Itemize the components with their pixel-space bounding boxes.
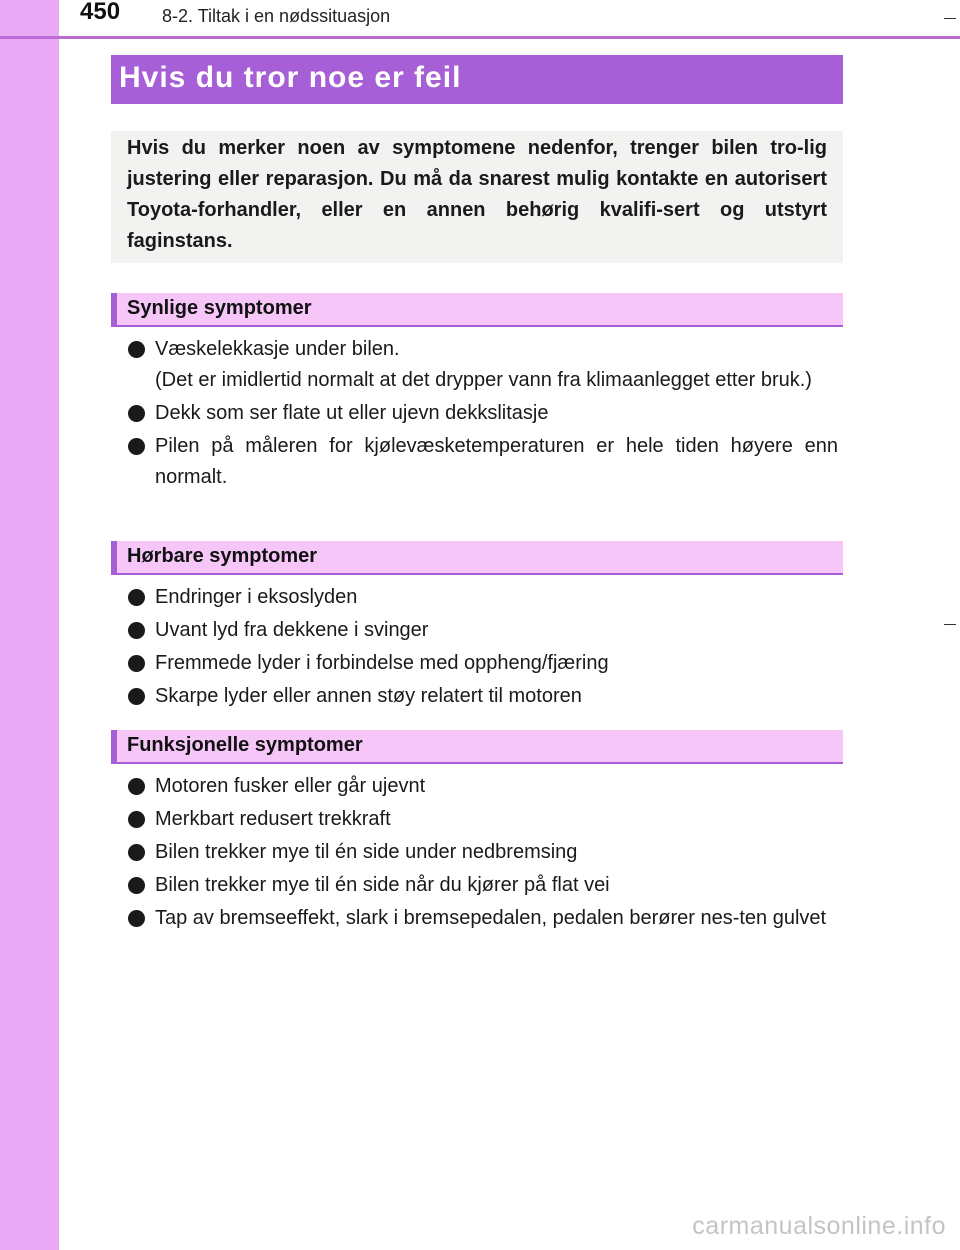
item-text: Merkbart redusert trekkraft: [155, 808, 391, 830]
item-text: Bilen trekker mye til én side når du kjører på flat vei: [155, 874, 610, 896]
item-note: (Det er imidlertid normalt at det drypper vann fra klimaanlegget etter bruk.): [155, 369, 812, 391]
subhead-label: Synlige symptomer: [127, 297, 312, 319]
list-item: [128, 681, 838, 712]
crop-mark: [944, 18, 956, 19]
section-title: Hvis du tror noe er feil: [119, 61, 462, 94]
watermark: carmanualsonline.info: [692, 1212, 946, 1240]
subhead-audible-symptoms: [111, 541, 843, 575]
subhead-functional-symptoms: [111, 730, 843, 764]
list-item: [128, 771, 838, 802]
item-text: Bilen trekker mye til én side under nedbremsing: [155, 841, 578, 863]
chapter-title: 8-2. Tiltak i en nødssituasjon: [162, 6, 391, 26]
item-text: Skarpe lyder eller annen støy relatert til motoren: [155, 685, 582, 707]
intro-text: Hvis du merker noen av symptomene nedenfor, trenger bilen tro-lig justering eller reparasjon. Du må da snarest mulig kontakte en autorisert Toyota-forhandler, eller en annen behørig kvalifi-sert og utstyrt faginstans.: [127, 137, 827, 252]
item-text: Tap av bremseeffekt, slark i bremsepedalen, pedalen berører nes-ten gulvet: [155, 907, 827, 929]
list-item: [128, 431, 838, 493]
bullet-icon: [128, 688, 145, 705]
intro-box: [111, 131, 843, 263]
list-item: [128, 582, 838, 613]
bullet-icon: [128, 438, 145, 455]
bullet-icon: [128, 405, 145, 422]
list-item: [128, 334, 838, 396]
subhead-label: Funksjonelle symptomer: [127, 734, 363, 756]
bullet-icon: [128, 811, 145, 828]
functional-symptoms-list: [128, 771, 838, 936]
crop-mark: [944, 624, 956, 625]
bullet-icon: [128, 655, 145, 672]
list-item: [128, 804, 838, 835]
item-text: Uvant lyd fra dekkene i svinger: [155, 619, 429, 641]
page-number: 450: [80, 0, 121, 25]
list-item: [128, 837, 838, 868]
header-rule: [0, 36, 960, 39]
bullet-icon: [128, 341, 145, 358]
subhead-label: Hørbare symptomer: [127, 545, 318, 567]
bullet-icon: [128, 622, 145, 639]
bullet-icon: [128, 910, 145, 927]
item-text: Motoren fusker eller går ujevnt: [155, 775, 426, 797]
list-item: [128, 903, 838, 934]
item-text: Dekk som ser flate ut eller ujevn dekkslitasje: [155, 402, 549, 424]
page-side-band: [0, 0, 59, 1250]
list-item: [128, 398, 838, 429]
item-text: Væskelekkasje under bilen.: [155, 338, 400, 360]
bullet-icon: [128, 778, 145, 795]
item-text: Fremmede lyder i forbindelse med oppheng/fjæring: [155, 652, 609, 674]
list-item: [128, 870, 838, 901]
subhead-visible-symptoms: [111, 293, 843, 327]
list-item: [128, 615, 838, 646]
bullet-icon: [128, 589, 145, 606]
item-text: Pilen på måleren for kjølevæsketemperaturen er hele tiden høyere enn normalt.: [155, 435, 838, 488]
section-title-bar: [111, 55, 843, 104]
audible-symptoms-list: [128, 582, 838, 714]
list-item: [128, 648, 838, 679]
item-text: Endringer i eksoslyden: [155, 586, 358, 608]
bullet-icon: [128, 877, 145, 894]
bullet-icon: [128, 844, 145, 861]
visible-symptoms-list: [128, 334, 838, 495]
